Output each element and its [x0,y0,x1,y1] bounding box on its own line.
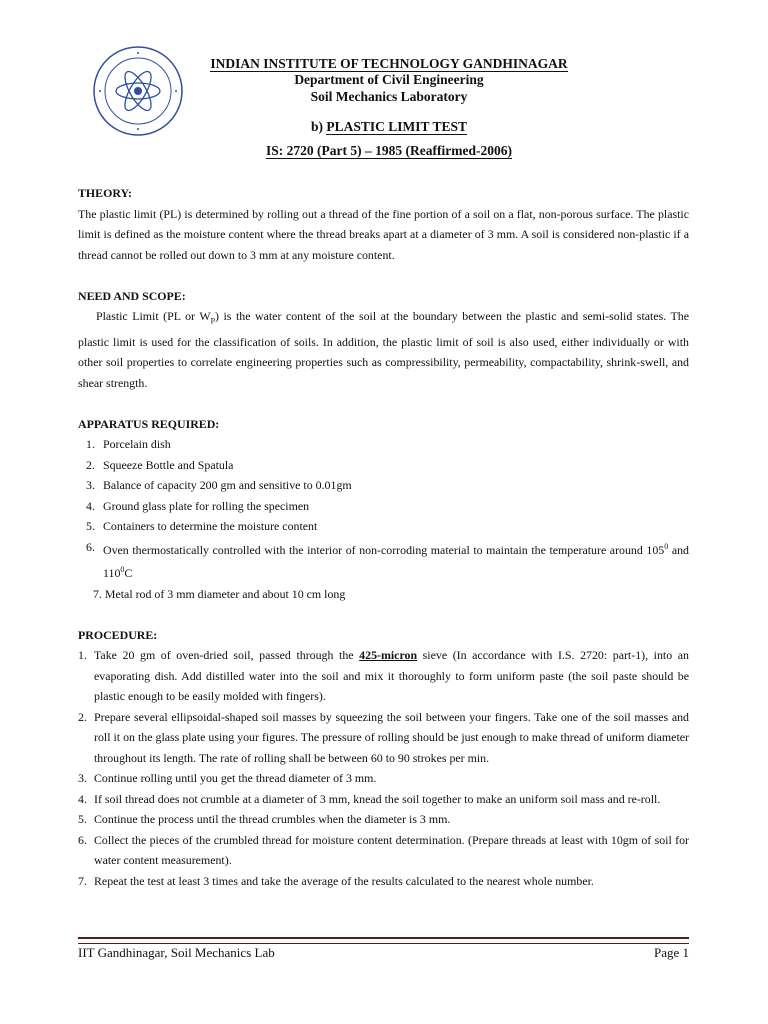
list-item: 1. Take 20 gm of oven-dried soil, passed through the 425-micron sieve (In accordance with I.S. 2720: part-1), into an evaporating dish. Add distilled water into the soil and mix it thoroughly to form uniform paste (the soil paste should be plastic enough to be easily molded with fingers). [78,648,689,704]
footer-divider [78,937,689,944]
list-item: 2. Squeeze Bottle and Spatula [86,457,234,472]
document-body [78,183,689,891]
institute-name: INDIAN INSTITUTE OF TECHNOLOGY GANDHINAGAR [210,56,568,71]
procedure-heading: PROCEDURE: [78,627,158,642]
list-item: 2. Prepare several ellipsoidal-shaped soil masses by squeezing the soil between your fingers. Take one of the soil masses and roll it on the glass plate using your figures. The pressure of rolling should be just enough to make thread of uniform diameter throughout its length. The rate of rolling shall be between 60 to 90 strokes per min. [78,709,689,765]
footer-lab-name: IIT Gandhinagar, Soil Mechanics Lab [78,945,275,960]
theory-heading: THEORY: [78,186,132,200]
theory-text: The plastic limit (PL) is determined by rolling out a thread of the fine portion of a soil on a flat, non-porous surface. The plastic limit is defined as the moisture content where the thread breaks apart at a diameter of 3 mm. A soil is considered non-plastic if a thread cannot be rolled out down to 3 mm at any moisture content. [78,206,689,262]
standard-reference: IS: 2720 (Part 5) – 1985 (Reaffirmed-2006) [266,143,512,158]
list-item: 5. Containers to determine the moisture content [86,519,318,534]
need-scope-text: Plastic Limit (PL or $W_P$) is the water content of the soil at the boundary between the plastic and semi-solid states. The plastic limit is used for the classification of soils. In addition, the plastic limit of soil is also used, either individually or with other soil properties to correlate engineering properties such as compressibility, permeability, compactability, shrink-swell, and shear strength. [78,309,690,390]
list-item: 6. Collect the pieces of the crumbled thread for moisture content determination. (Prepare threads at least with 10gm of soil for water content measurement). [78,832,689,868]
list-item: 7. Repeat the test at least 3 times and take the average of the results calculated to the nearest whole number. [78,873,594,888]
list-item: 4. If soil thread does not crumble at a diameter of 3 mm, knead the soil together to make an uniform soil mass and re-roll. [78,791,661,806]
apparatus-heading: APPARATUS REQUIRED: [78,416,220,431]
list-item: 1. Porcelain dish [86,437,171,452]
list-item: 3. Continue rolling until you get the thread diameter of 3 mm. [78,771,377,786]
test-title: b) PLASTIC LIMIT TEST [311,119,467,134]
department-name: Department of Civil Engineering [294,72,484,87]
list-item: 7. Metal rod of 3 mm diameter and about 10 cm long [93,586,346,601]
list-item: 3. Balance of capacity 200 gm and sensitive to 0.01gm [86,478,352,493]
procedure-list [78,645,689,891]
list-item: 6. Oven thermostatically controlled with the interior of non-corroding material to maintain the temperature around $105^0$ and $110^0C$ [86,539,689,581]
lab-name: Soil Mechanics Laboratory [310,89,468,104]
list-item: 5. Continue the process until the thread crumbles when the diameter is 3 mm. [78,812,451,827]
apparatus-list [78,434,689,604]
list-item: 4. Ground glass plate for rolling the specimen [86,498,310,513]
page-number: Page 1 [653,945,689,960]
need-scope-heading: NEED AND SCOPE: [78,288,186,303]
